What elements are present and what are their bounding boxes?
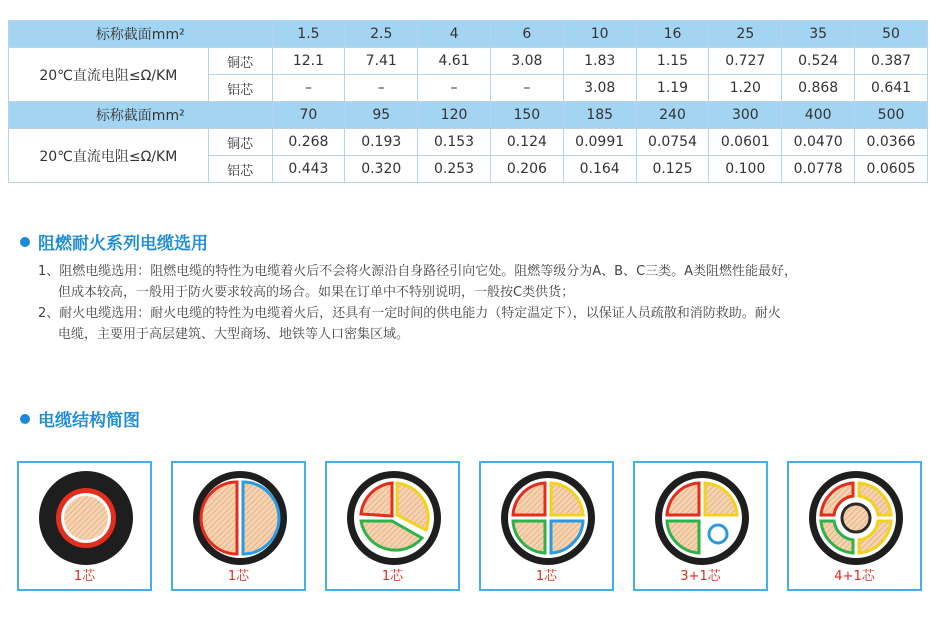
aluminum-resistance-value: 0.443 — [272, 156, 345, 183]
aluminum-resistance-value: 0.0605 — [855, 156, 928, 183]
copper-resistance-value: 1.15 — [636, 48, 709, 75]
card-caption: 1芯 — [535, 569, 558, 584]
bullet-dot-icon — [20, 237, 30, 247]
copper-resistance-value: 0.727 — [709, 48, 782, 75]
aluminum-resistance-value: 0.868 — [782, 75, 855, 102]
section-size-value: 6 — [490, 21, 563, 48]
aluminum-resistance-value: 0.0778 — [782, 156, 855, 183]
aluminum-label: 铝芯 — [208, 156, 272, 183]
aluminum-resistance-value: 0.641 — [855, 75, 928, 102]
section-size-value: 1.5 — [272, 21, 345, 48]
section-size-value: 120 — [418, 102, 491, 129]
aluminum-resistance-value: 0.125 — [636, 156, 709, 183]
copper-resistance-value: 0.153 — [418, 129, 491, 156]
section-size-value: 400 — [782, 102, 855, 129]
cable-card — [479, 461, 614, 591]
cable-4-core-icon — [498, 468, 598, 568]
copper-resistance-value: 0.0366 — [855, 129, 928, 156]
copper-resistance-value: 0.387 — [855, 48, 928, 75]
aluminum-label: 铝芯 — [208, 75, 272, 102]
section-size-value: 95 — [345, 102, 418, 129]
cable-card — [633, 461, 768, 591]
copper-label: 铜芯 — [208, 48, 272, 75]
aluminum-resistance-value: – — [418, 75, 491, 102]
copper-resistance-value: 4.61 — [418, 48, 491, 75]
cable-3-core-icon — [344, 468, 444, 568]
copper-resistance-value: 1.83 — [563, 48, 636, 75]
copper-resistance-value: 0.268 — [272, 129, 345, 156]
aluminum-resistance-value: 0.320 — [345, 156, 418, 183]
selection-paragraphs — [38, 261, 928, 345]
copper-resistance-value: 0.0754 — [636, 129, 709, 156]
section-size-value: 35 — [782, 21, 855, 48]
aluminum-resistance-value: 0.100 — [709, 156, 782, 183]
section-size-value: 300 — [709, 102, 782, 129]
section-size-value: 16 — [636, 21, 709, 48]
cable-structure-cards — [17, 461, 917, 591]
resistance-label: 20℃直流电阻≤Ω/KM — [9, 48, 209, 102]
aluminum-resistance-value: 0.206 — [490, 156, 563, 183]
section-size-value: 2.5 — [345, 21, 418, 48]
card-caption: 1芯 — [381, 569, 404, 584]
aluminum-resistance-value: 1.20 — [709, 75, 782, 102]
card-caption: 3+1芯 — [680, 569, 721, 584]
copper-resistance-value: 12.1 — [272, 48, 345, 75]
section-title-flame-fire: 阻燃耐火系列电缆选用 — [20, 229, 208, 254]
paragraph-flame-retardant: 1、阻燃电缆选用：阻燃电缆的特性为电缆着火后不会将火源沿自身路径引向它处。阻燃等级分为A、B、C三类。A类阻燃性能最好， 但成本较高，一般用于防火要求较高的场合。如果在订单中不特别说明，一般按C类供货； — [38, 264, 798, 300]
bullet-dot-icon — [20, 414, 30, 424]
section-size-value: 70 — [272, 102, 345, 129]
card-caption: 1芯 — [73, 569, 96, 584]
copper-resistance-value: 7.41 — [345, 48, 418, 75]
section-size-label: 标称截面mm² — [9, 21, 273, 48]
copper-resistance-value: 0.0601 — [709, 129, 782, 156]
section-size-value: 150 — [490, 102, 563, 129]
aluminum-resistance-value: 1.19 — [636, 75, 709, 102]
card-caption: 4+1芯 — [834, 569, 875, 584]
cable-4plus1-core-icon — [806, 468, 906, 568]
section-header-row — [9, 102, 928, 129]
aluminum-resistance-value: – — [272, 75, 345, 102]
section-size-label: 标称截面mm² — [9, 102, 273, 129]
table-row — [9, 129, 928, 156]
card-caption: 1芯 — [227, 569, 250, 584]
copper-resistance-value: 0.0470 — [782, 129, 855, 156]
section-size-value: 50 — [855, 21, 928, 48]
resistance-table — [8, 20, 928, 183]
copper-resistance-value: 3.08 — [490, 48, 563, 75]
copper-label: 铜芯 — [208, 129, 272, 156]
section-size-value: 500 — [855, 102, 928, 129]
cable-3plus1-core-icon — [652, 468, 752, 568]
cable-card — [171, 461, 306, 591]
section-size-value: 185 — [563, 102, 636, 129]
cable-card — [325, 461, 460, 591]
resistance-label: 20℃直流电阻≤Ω/KM — [9, 129, 209, 183]
aluminum-resistance-value: – — [490, 75, 563, 102]
section-size-value: 240 — [636, 102, 709, 129]
paragraph-fire-resistant: 2、耐火电缆选用：耐火电缆的特性为电缆着火后，还具有一定时间的供电能力（特定温定下），以保证人员疏散和消防救助。耐火 电缆，主要用于高层建筑、大型商场、地铁等人口密集区域。 — [38, 306, 781, 342]
section-header-row — [9, 21, 928, 48]
copper-resistance-value: 0.124 — [490, 129, 563, 156]
copper-resistance-value: 0.193 — [345, 129, 418, 156]
table-row — [9, 48, 928, 75]
copper-resistance-value: 0.0991 — [563, 129, 636, 156]
cable-card — [17, 461, 152, 591]
aluminum-resistance-value: 0.253 — [418, 156, 491, 183]
section-size-value: 25 — [709, 21, 782, 48]
aluminum-resistance-value: 3.08 — [563, 75, 636, 102]
section-title-structure: 电缆结构简图 — [20, 406, 140, 431]
section-size-value: 10 — [563, 21, 636, 48]
cable-card — [787, 461, 922, 591]
cable-2-core-icon — [190, 468, 290, 568]
aluminum-resistance-value: – — [345, 75, 418, 102]
aluminum-resistance-value: 0.164 — [563, 156, 636, 183]
cable-1-core-icon — [36, 468, 136, 568]
section-size-value: 4 — [418, 21, 491, 48]
copper-resistance-value: 0.524 — [782, 48, 855, 75]
